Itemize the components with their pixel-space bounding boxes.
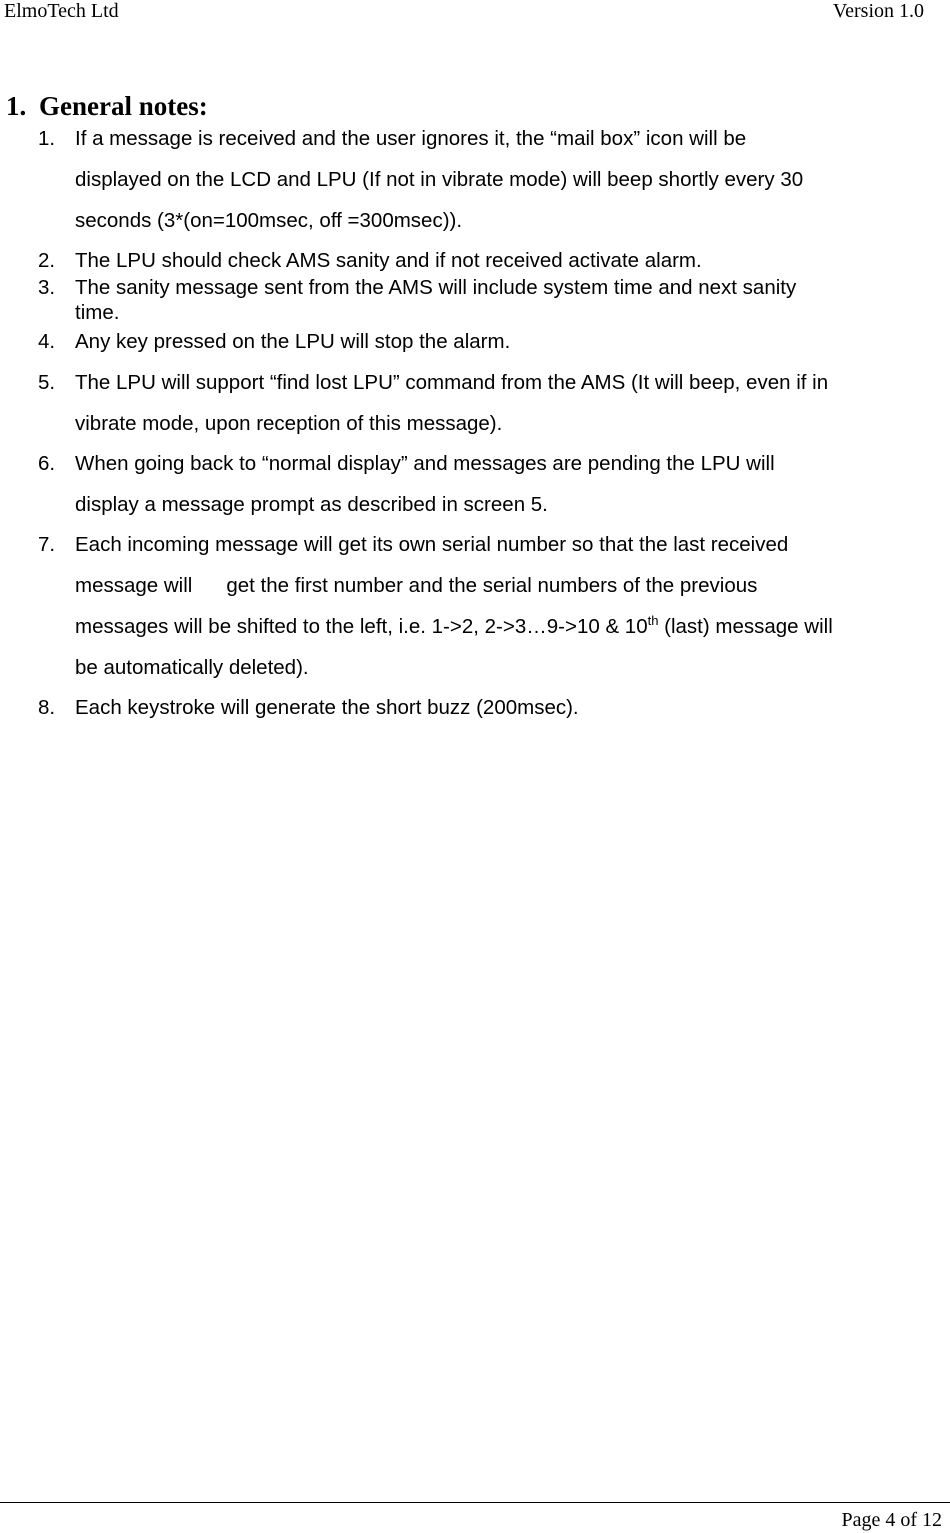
list-item-segment: (last) message will (658, 615, 833, 638)
list-item-text (75, 118, 950, 241)
list-item-line: displayed on the LCD and LPU (If not in vibrate mode) will beep shortly every 30 (75, 168, 804, 191)
list-item-text (75, 321, 950, 362)
section-number: 1. (6, 91, 27, 121)
list-marker: 7. (38, 533, 56, 556)
list-item-line: If a message is received and the user ignores it, the “mail box” icon will be (75, 127, 747, 150)
list-item-line: The sanity message sent from the AMS will include system time and next sanity (75, 276, 797, 299)
list-item-segment: message will (75, 574, 193, 597)
header-company: ElmoTech Ltd (4, 0, 119, 22)
list-item-line: Each keystroke will generate the short buzz (200msec). (75, 696, 579, 719)
header-version: Version 1.0 (832, 0, 924, 22)
page-number: Page 4 of 12 (841, 1509, 942, 1531)
list-item-line: Each incoming message will get its own serial number so that the last received (75, 533, 789, 556)
list-item-text (75, 687, 950, 728)
ordinal-suffix: th (647, 613, 659, 628)
list-item-text (75, 524, 950, 688)
list-marker: 1. (38, 127, 56, 150)
list-item-line: be automatically deleted). (75, 656, 309, 679)
list-item-segment: messages will be shifted to the left, i.e. 1->2, 2->3…9->10 & 10 (75, 615, 648, 638)
list-item-text (75, 362, 950, 444)
list-item-text (75, 443, 950, 525)
section-title: General notes: (39, 91, 208, 121)
list-item-line: display a message prompt as described in screen 5. (75, 493, 548, 516)
list-marker: 3. (38, 276, 56, 299)
list-marker: 4. (38, 330, 56, 353)
list-item-line: When going back to “normal display” and messages are pending the LPU will (75, 452, 775, 475)
list-marker: 6. (38, 452, 56, 475)
list-marker: 5. (38, 371, 56, 394)
list-item-line: time. (75, 301, 120, 324)
list-item-line: The LPU should check AMS sanity and if not received activate alarm. (75, 249, 702, 272)
list-item-line: The LPU will support “find lost LPU” command from the AMS (It will beep, even if in (75, 371, 829, 394)
list-item-line: Any key pressed on the LPU will stop the alarm. (75, 330, 511, 353)
list-item-segment: get the first number and the serial numbers of the previous (226, 574, 758, 597)
list-item-text (75, 275, 950, 325)
footer-divider (0, 1502, 950, 1503)
list-item-line (75, 606, 950, 647)
list-item-line: vibrate mode, upon reception of this message). (75, 412, 503, 435)
list-item-text (75, 248, 950, 273)
list-marker: 8. (38, 696, 56, 719)
list-item-line (75, 565, 950, 606)
list-item-line: seconds (3*(on=100msec, off =300msec)). (75, 209, 463, 232)
list-marker: 2. (38, 249, 56, 272)
